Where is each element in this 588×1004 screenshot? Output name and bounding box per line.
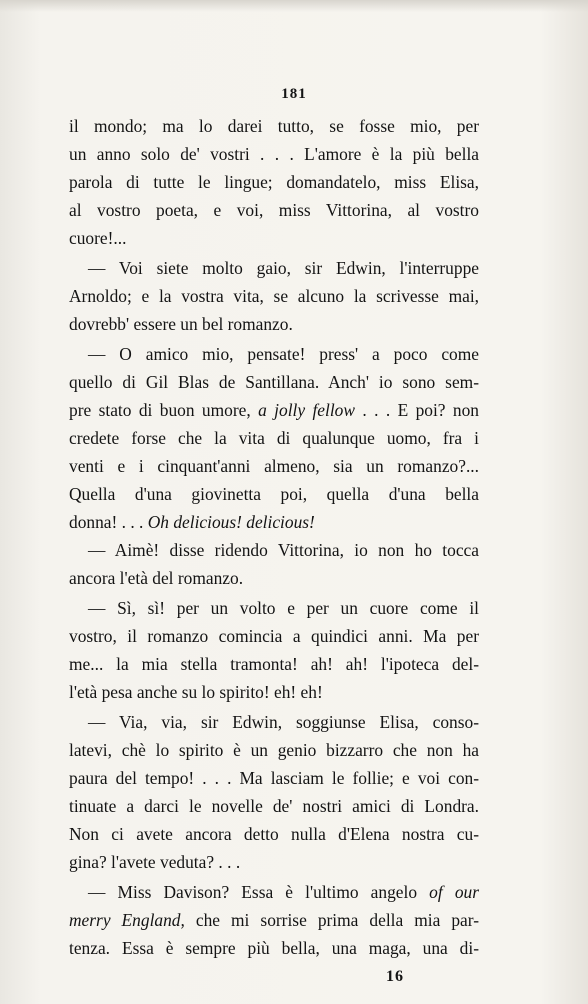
text-segment: che mi sorrise prima della mia par-	[184, 910, 479, 930]
text-line: gina? l'avete veduta? . . .	[69, 852, 241, 872]
text-line: — Via, via, sir Edwin, soggiunse Elisa, conso-	[88, 712, 479, 732]
text-line: tinuate a darci le novelle de' nostri amici di Londra.	[69, 796, 479, 816]
text-line: paura del tempo! . . . Ma lasciam le follie; e voi con-	[69, 768, 479, 788]
page-top-edge	[0, 0, 588, 12]
text-line: Arnoldo; e la vostra vita, se alcuno la scrivesse mai,	[69, 286, 479, 306]
text-line	[69, 396, 479, 424]
text-line: — Voi siete molto gaio, sir Edwin, l'interruppe	[88, 258, 479, 278]
text-line: quello di Gil Blas de Santillana. Anch' io sono sem-	[69, 372, 479, 392]
page-number: 181	[281, 86, 307, 102]
italic-phrase: a jolly fellow	[258, 400, 355, 420]
text-line: cuore!...	[69, 228, 127, 248]
text-line: il mondo; ma lo darei tutto, se fosse mio, per	[69, 116, 479, 136]
text-line: parola di tutte le lingue; domandatelo, miss Elisa,	[69, 172, 479, 192]
text-line: ancora l'età del romanzo.	[69, 568, 244, 588]
text-line: me... la mia stella tramonta! ah! ah! l'ipoteca del-	[69, 654, 479, 674]
text-line: dovrebb' essere un bel romanzo.	[69, 314, 293, 334]
text-line: Non ci avete ancora detto nulla d'Elena nostra cu-	[69, 824, 479, 844]
text-line: — O amico mio, pensate! press' a poco come	[88, 344, 479, 364]
text-line: un anno solo de' vostri . . . L'amore è la più bella	[69, 144, 479, 164]
italic-phrase: of our	[429, 882, 479, 902]
text-segment: pre stato di buon umore,	[69, 400, 259, 420]
text-segment: — Miss Davison? Essa è l'ultimo angelo	[88, 882, 430, 902]
text-line: Quella d'una giovinetta poi, quella d'una bella	[69, 484, 479, 504]
text-line: — Sì, sì! per un volto e per un cuore come il	[88, 598, 479, 618]
italic-phrase: Oh delicious! delicious!	[147, 512, 315, 532]
text-line: tenza. Essa è sempre più bella, una maga, una di-	[69, 938, 479, 958]
text-segment: . . . E poi? non	[354, 400, 479, 420]
text-line	[69, 906, 479, 934]
text-segment: donna! . . .	[69, 512, 148, 532]
text-line: credete forse che la vita di qualunque uomo, fra i	[69, 428, 479, 448]
text-line: l'età pesa anche su lo spirito! eh! eh!	[69, 682, 323, 702]
text-line: venti e i cinquant'anni almeno, sia un romanzo?...	[69, 456, 479, 476]
text-line	[88, 878, 479, 906]
text-line: latevi, chè lo spirito è un genio bizzarro che non ha	[69, 740, 479, 760]
text-line: al vostro poeta, e voi, miss Vittorina, al vostro	[69, 200, 479, 220]
signature-mark: 16	[386, 968, 404, 985]
text-line: vostro, il romanzo comincia a quindici anni. Ma per	[69, 626, 479, 646]
italic-phrase: merry England,	[69, 910, 185, 930]
text-line	[69, 508, 479, 536]
text-line: — Aimè! disse ridendo Vittorina, io non ho tocca	[88, 540, 479, 560]
